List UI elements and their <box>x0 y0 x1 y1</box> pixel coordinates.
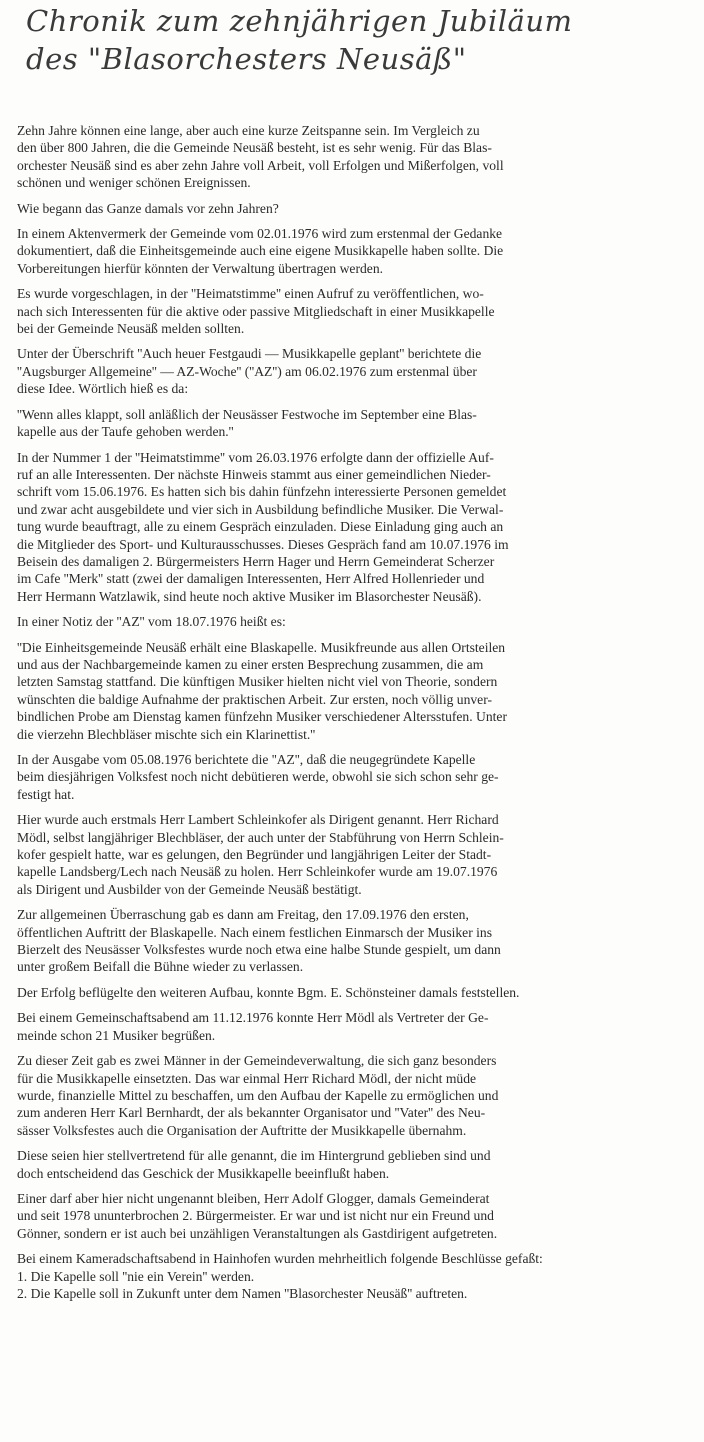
text-line: Unter der Überschrift ''Auch heuer Festgaudi — Musikkapelle geplant'' berichtete die <box>17 346 482 362</box>
text-line: Zu dieser Zeit gab es zwei Männer in der Gemeindeverwaltung, die sich ganz besonders <box>17 1053 497 1069</box>
paragraph <box>17 449 691 606</box>
text-line: bindlichen Probe am Dienstag kamen fünfzehn Musiker verschiedener Altersstufen. Unter <box>17 709 507 725</box>
text-line: ''Augsburger Allgemeine'' — AZ-Woche'' (''AZ'') am 06.02.1976 zum erstenmal über <box>17 363 477 379</box>
text-line: Vorbereitungen hierfür könnten der Verwaltung übertragen werden. <box>17 260 384 276</box>
text-line: Gönner, sondern er ist auch bei unzähligen Veranstaltungen als Gastdirigent aufgetreten. <box>17 1225 498 1241</box>
text-line: diese Idee. Wörtlich hieß es da: <box>17 381 189 397</box>
text-line: Bierzelt des Neusässer Volksfestes wurde noch etwa eine halbe Stunde gespielt, um dann <box>17 942 501 958</box>
text-line: ''Die Einheitsgemeinde Neusäß erhält eine Blaskapelle. Musikfreunde aus allen Ortsteilen <box>17 639 506 655</box>
text-line: Zur allgemeinen Überraschung gab es dann am Freitag, den 17.09.1976 den ersten, <box>17 907 469 923</box>
paragraph <box>17 1147 691 1182</box>
text-line: Herr Hermann Watzlawik, sind heute noch aktive Musiker im Blasorchester Neusäß). <box>17 588 482 604</box>
title-line-2: des "Blasorchesters Neusäß" <box>26 42 467 76</box>
text-line: kapelle Landsberg/Lech nach Neusäß zu holen. Herr Schleinkofer wurde am 19.07.1976 <box>17 864 498 880</box>
text-line: Hier wurde auch erstmals Herr Lambert Schleinkofer als Dirigent genannt. Herr Richard <box>17 812 499 828</box>
text-line: Wie begann das Ganze damals vor zehn Jahren? <box>17 200 279 216</box>
text-line: dokumentiert, daß die Einheitsgemeinde auch eine eigene Musikkapelle haben sollte. Die <box>17 243 504 259</box>
text-line: kofer gespielt hatte, war es gelungen, den Begründer und langjährigen Leiter der Stadt- <box>17 847 492 863</box>
text-line: Der Erfolg beflügelte den weiteren Aufbau, konnte Bgm. E. Schönsteiner damals feststellen. <box>17 984 520 1000</box>
text-line: wünschten die baldige Aufnahme der praktischen Arbeit. Zur ersten, noch völlig unver- <box>17 691 492 707</box>
paragraph <box>17 1009 691 1044</box>
text-line: die Mitglieder des Sport- und Kulturausschusses. Dieses Gespräch fand am 10.07.1976 im <box>17 536 509 552</box>
text-line: festigt hat. <box>17 786 75 802</box>
text-line: die vierzehn Blechbläser mischte sich ein Klarinettist.'' <box>17 726 316 742</box>
paragraph <box>17 1052 691 1139</box>
text-line: zum anderen Herr Karl Bernhardt, der als bekannter Organisator und ''Vater'' des Neu- <box>17 1105 486 1121</box>
text-line: Bei einem Gemeinschaftsabend am 11.12.1976 konnte Herr Mödl als Vertreter der Ge- <box>17 1010 489 1026</box>
paragraph <box>17 406 691 441</box>
text-line: Zehn Jahre können eine lange, aber auch eine kurze Zeitspanne sein. Im Vergleich zu <box>17 123 480 138</box>
text-line: als Dirigent und Ausbilder von der Gemeinde Neusäß bestätigt. <box>17 881 362 897</box>
text-line: 1. Die Kapelle soll ''nie ein Verein'' werden. <box>17 1268 255 1284</box>
text-line: 2. Die Kapelle soll in Zukunft unter dem Namen ''Blasorchester Neusäß'' auftreten. <box>17 1285 468 1301</box>
paragraph <box>17 285 691 337</box>
paragraph <box>17 811 691 863</box>
text-line: Mödl, selbst langjähriger Blechbläser, der auch unter der Stabführung von Herrn Schlein- <box>17 829 504 845</box>
text-line: ''Wenn alles klappt, soll anläßlich der Neusässer Festwoche im September eine Blas- <box>17 406 477 422</box>
text-line: öffentlichen Auftritt der Blaskapelle. Nach einem festlichen Einmarsch der Musiker ins <box>17 924 493 940</box>
text-line: ruf an alle Interessenten. Der nächste Hinweis stammt aus einer gemeindlichen Nieder- <box>17 466 491 482</box>
text-line: kapelle aus der Taufe gehoben werden.'' <box>17 424 234 440</box>
text-line: bei der Gemeinde Neusäß melden sollten. <box>17 321 245 337</box>
paragraph <box>17 1250 691 1302</box>
paragraph <box>17 1190 691 1242</box>
text-line: und zwar acht ausgebildete und vier sich in Ausbildung befindliche Musiker. Die Verwal- <box>17 501 504 517</box>
text-line: In der Nummer 1 der ''Heimatstimme'' vom 26.03.1976 erfolgte dann der offizielle Auf- <box>17 449 494 465</box>
paragraph <box>17 122 691 192</box>
text-line: und seit 1978 ununterbrochen 2. Bürgermeister. Er war und ist nicht nur ein Freund und <box>17 1208 494 1224</box>
paragraph <box>17 751 691 803</box>
text-line: und aus der Nachbargemeinde kamen zu einer ersten Besprechung zusammen, die am <box>17 656 484 672</box>
text-line: beim diesjährigen Volksfest noch nicht debütieren werde, obwohl sie sich schon sehr ge- <box>17 769 499 785</box>
paragraph <box>17 639 691 743</box>
text-line: für die Musikkapelle einsetzten. Das war einmal Herr Richard Mödl, der nicht müde <box>17 1070 477 1086</box>
paragraph <box>17 906 691 976</box>
text-line: In einer Notiz der ''AZ'' vom 18.07.1976 heißt es: <box>17 614 286 630</box>
text-line: unter großem Beifall die Bühne wieder zu verlassen. <box>17 959 304 975</box>
text-line: Bei einem Kameradschaftsabend in Hainhofen wurden mehrheitlich folgende Beschlüsse gefaßt: <box>17 1251 543 1267</box>
text-line: Es wurde vorgeschlagen, in der ''Heimatstimme'' einen Aufruf zu veröffentlichen, wo- <box>17 286 484 302</box>
text-line: Einer darf aber hier nicht ungenannt bleiben, Herr Adolf Glogger, damals Gemeinderat <box>17 1190 490 1206</box>
paragraph <box>17 345 691 397</box>
text-line: im Cafe ''Merk'' statt (zwei der damaligen Interessenten, Herr Alfred Hollenrieder und <box>17 571 485 587</box>
text-line: doch entscheidend das Geschick der Musikkapelle beeinflußt haben. <box>17 1165 390 1181</box>
text-line: sässer Volksfestes auch die Organisation der Auftritte der Musikkapelle übernahm. <box>17 1122 467 1138</box>
paragraph <box>17 613 691 630</box>
text-line: tung wurde beauftragt, alle zu einem Gespräch einzuladen. Diese Einladung ging auch an <box>17 519 504 535</box>
text-line: schrift vom 15.06.1976. Es hatten sich bis dahin fünfzehn interessierte Personen gemeldet <box>17 484 507 500</box>
text-line: Diese seien hier stellvertretend für alle genannt, die im Hintergrund geblieben sind und <box>17 1148 491 1164</box>
text-line: wurde, finanzielle Mittel zu beschaffen, um den Aufbau der Kapelle zu ermöglichen und <box>17 1087 499 1103</box>
text-line: In einem Aktenvermerk der Gemeinde vom 02.01.1976 wird zum erstenmal der Gedanke <box>17 226 503 242</box>
text-line: meinde schon 21 Musiker begrüßen. <box>17 1027 216 1043</box>
page-title <box>26 2 686 78</box>
title-line-1: Chronik zum zehnjährigen Jubiläum <box>26 4 573 38</box>
text-line: letzten Samstag stattfand. Die künftigen Musiker hielten nicht viel von Theorie, sondern <box>17 674 498 690</box>
text-line: nach sich Interessenten für die aktive oder passive Mitgliedschaft in einer Musikkapelle <box>17 303 495 319</box>
paragraph <box>17 200 691 217</box>
paragraph <box>17 225 691 277</box>
paragraph <box>17 863 691 898</box>
paragraph <box>17 984 691 1001</box>
text-line: In der Ausgabe vom 05.08.1976 berichtete die ''AZ'', daß die neugegründete Kapelle <box>17 752 476 767</box>
text-line: orchester Neusäß sind es aber zehn Jahre voll Arbeit, voll Erfolgen und Mißerfolgen, voll <box>17 157 504 173</box>
text-line: schönen und weniger schönen Ereignissen. <box>17 175 251 191</box>
document-body <box>17 122 691 1310</box>
text-line: Beisein des damaligen 2. Bürgermeisters Herrn Hager und Herrn Gemeinderat Scherzer <box>17 553 495 569</box>
text-line: den über 800 Jahren, die die Gemeinde Neusäß besteht, ist es sehr wenig. Für das Blas- <box>17 140 492 156</box>
